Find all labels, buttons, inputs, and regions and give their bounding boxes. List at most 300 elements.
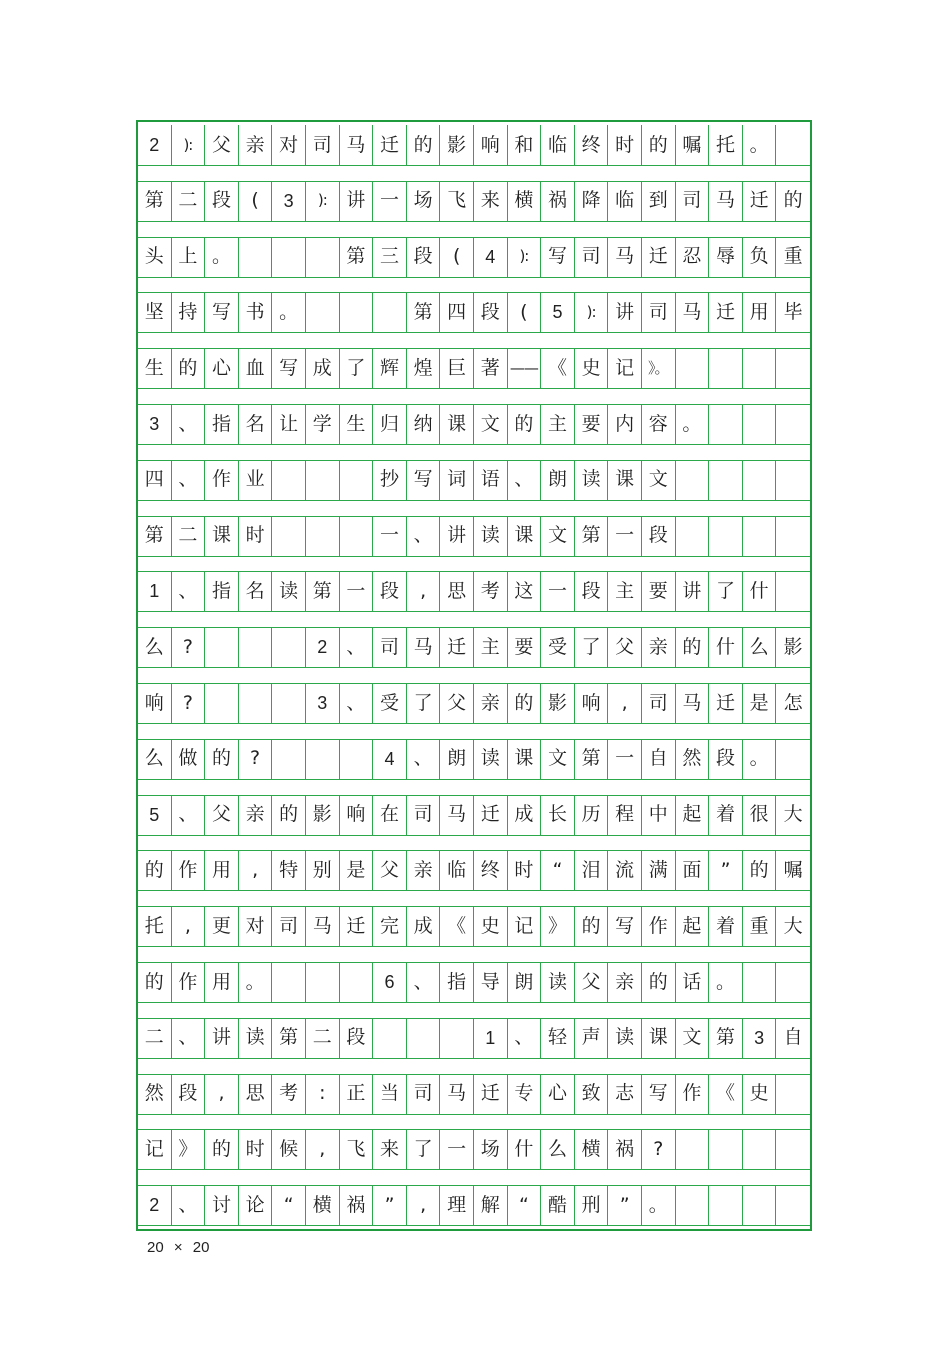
- grid-cell: 场: [474, 1129, 508, 1169]
- grid-cell: [709, 460, 743, 500]
- grid-cell: ”: [608, 1185, 642, 1225]
- grid-cell: 别: [306, 850, 340, 890]
- grid-cell: [407, 1018, 441, 1058]
- grid-cell: 忍: [676, 237, 710, 277]
- grid-cell: (: [239, 181, 273, 221]
- grid-cell: 课: [440, 404, 474, 444]
- grid-cell: ”: [373, 1185, 407, 1225]
- grid-cell: ?: [172, 627, 206, 667]
- grid-row-bottom-line: [138, 835, 810, 836]
- grid-cell: 5: [138, 795, 172, 835]
- grid-cell: 起: [676, 795, 710, 835]
- grid-cell: 要: [575, 404, 609, 444]
- grid-cell: 三: [373, 237, 407, 277]
- grid-cell: [340, 962, 374, 1002]
- grid-row: [138, 906, 810, 946]
- grid-cell: 二: [306, 1018, 340, 1058]
- grid-cell: 候: [272, 1129, 306, 1169]
- grid-cell: 论: [239, 1185, 273, 1225]
- grid-cell: 用: [205, 850, 239, 890]
- grid-cell: 《: [709, 1074, 743, 1114]
- grid-cell: 辱: [709, 237, 743, 277]
- grid-cell: 负: [743, 237, 777, 277]
- grid-cell: 四: [440, 292, 474, 332]
- grid-row-top-line: [138, 795, 810, 796]
- grid-cell: 课: [508, 739, 542, 779]
- grid-cell: 读: [541, 962, 575, 1002]
- grid-cell: 、: [340, 627, 374, 667]
- grid-cell: [776, 1074, 810, 1114]
- grid-cell: 作: [642, 906, 676, 946]
- grid-cell: 成: [306, 348, 340, 388]
- grid-cell: 怎: [783, 691, 803, 714]
- grid-cell: 来: [373, 1129, 407, 1169]
- grid-row-top-line: [138, 906, 810, 907]
- grid-cell: 坚: [138, 292, 172, 332]
- grid-cell: 、: [172, 571, 206, 611]
- grid-cell: 记: [508, 906, 542, 946]
- grid-cell: 课: [508, 516, 542, 556]
- grid-cell: 煌: [407, 348, 441, 388]
- grid-cell: 、: [508, 460, 542, 500]
- grid-row: [138, 181, 810, 221]
- grid-cell: 迁: [474, 795, 508, 835]
- grid-cell: ):: [508, 237, 542, 277]
- grid-cell: 当: [373, 1074, 407, 1114]
- grid-cell: 二: [172, 181, 206, 221]
- grid-cell: 在: [373, 795, 407, 835]
- grid-cell: 受: [373, 683, 407, 723]
- grid-row-bottom-line: [138, 500, 810, 501]
- grid-cell: 的: [575, 906, 609, 946]
- grid-cell: 更: [205, 906, 239, 946]
- grid-cell: 著: [474, 348, 508, 388]
- grid-cell: 影: [541, 683, 575, 723]
- grid-cell: 大: [783, 914, 803, 937]
- grid-cell: 特: [272, 850, 306, 890]
- grid-cell: 了: [575, 627, 609, 667]
- grid-cell: 的: [138, 962, 172, 1002]
- grid-cell: 第: [709, 1018, 743, 1058]
- grid-cell: 程: [608, 795, 642, 835]
- grid-cell: 一: [373, 181, 407, 221]
- grid-size-cols: 20: [192, 1239, 210, 1256]
- grid-cell: [743, 348, 777, 388]
- grid-row-bottom-line: [138, 165, 810, 166]
- grid-cell: ):: [172, 125, 206, 165]
- grid-cell: 6: [373, 962, 407, 1002]
- grid-cell: 的: [676, 627, 710, 667]
- grid-cell: [272, 627, 306, 667]
- grid-cell: 文: [541, 739, 575, 779]
- grid-cell: 、: [172, 404, 206, 444]
- grid-cell: 父: [205, 795, 239, 835]
- grid-cell: 。: [743, 739, 777, 779]
- grid-cell: [205, 627, 239, 667]
- grid-cell: 读: [239, 1018, 273, 1058]
- grid-cell: 、: [172, 1018, 206, 1058]
- grid-row-bottom-line: [138, 779, 810, 780]
- grid-cell: [776, 739, 810, 779]
- grid-cell: 考: [474, 571, 508, 611]
- grid-cell: 然: [676, 739, 710, 779]
- grid-cell: [709, 1129, 743, 1169]
- grid-cell: 、: [172, 1185, 206, 1225]
- grid-cell: 马: [440, 795, 474, 835]
- grid-cell: 迁: [743, 181, 777, 221]
- grid-cell: 。: [642, 1185, 676, 1225]
- grid-cell: 响: [340, 795, 374, 835]
- grid-cell: 语: [474, 460, 508, 500]
- grid-cell: 致: [575, 1074, 609, 1114]
- grid-row: [138, 1018, 810, 1058]
- grid-cell: 记: [138, 1129, 172, 1169]
- grid-cell: 、: [340, 683, 374, 723]
- grid-cell: 3: [743, 1018, 777, 1058]
- grid-row: [138, 850, 810, 890]
- grid-cell: 的: [783, 189, 803, 212]
- grid-cell: 迁: [373, 125, 407, 165]
- grid-cell: 么: [138, 739, 172, 779]
- grid-row-bottom-line: [138, 1169, 810, 1170]
- grid-row-top-line: [138, 1129, 810, 1130]
- grid-cell: 什: [709, 627, 743, 667]
- grid-row-bottom-line: [138, 723, 810, 724]
- grid-row-top-line: [138, 739, 810, 740]
- grid-cell: 毕: [783, 300, 803, 323]
- grid-row: [138, 404, 810, 444]
- grid-cell: 上: [172, 237, 206, 277]
- grid-cell: 课: [205, 516, 239, 556]
- grid-cell: [272, 516, 306, 556]
- grid-cell: 嘱: [676, 125, 710, 165]
- grid-cell: (: [508, 292, 542, 332]
- grid-cell: [239, 237, 273, 277]
- grid-cell: ,: [306, 1129, 340, 1169]
- grid-cell: 3: [306, 683, 340, 723]
- grid-cell: 么: [138, 627, 172, 667]
- grid-cell: 父: [205, 125, 239, 165]
- grid-cell: 课: [642, 1018, 676, 1058]
- grid-cell: [776, 404, 810, 444]
- grid-cell: 面: [676, 850, 710, 890]
- grid-cell: ——: [508, 348, 542, 388]
- grid-cell: 读: [474, 739, 508, 779]
- grid-cell: 对: [272, 125, 306, 165]
- grid-cell: ,: [407, 571, 441, 611]
- grid-cell: ,: [239, 850, 273, 890]
- grid-cell: 轻: [541, 1018, 575, 1058]
- grid-cell: [306, 739, 340, 779]
- grid-cell: 、: [172, 795, 206, 835]
- grid-cell: 司: [306, 125, 340, 165]
- grid-row-bottom-line: [138, 556, 810, 557]
- grid-row-bottom-line: [138, 667, 810, 668]
- grid-cell: [272, 683, 306, 723]
- grid-cell: 朗: [440, 739, 474, 779]
- grid-cell: [776, 1129, 810, 1169]
- grid-cell: 思: [440, 571, 474, 611]
- grid-cell: 解: [474, 1185, 508, 1225]
- grid-cell: 段: [474, 292, 508, 332]
- grid-cell: [340, 516, 374, 556]
- grid-cell: 时: [508, 850, 542, 890]
- grid-cell: 第: [272, 1018, 306, 1058]
- grid-cell: “: [272, 1185, 306, 1225]
- grid-cell: 4: [474, 237, 508, 277]
- grid-row-top-line: [138, 1074, 810, 1075]
- grid-cell: 段: [709, 739, 743, 779]
- grid-row-bottom-line: [138, 1058, 810, 1059]
- grid-cell: 史: [474, 906, 508, 946]
- grid-cell: 1: [474, 1018, 508, 1058]
- grid-cell: 大: [783, 803, 803, 826]
- grid-cell: 指: [205, 571, 239, 611]
- grid-cell: 内: [608, 404, 642, 444]
- grid-row-top-line: [138, 348, 810, 349]
- grid-cell: 2: [138, 125, 172, 165]
- grid-cell: 朗: [541, 460, 575, 500]
- grid-row: [138, 795, 810, 835]
- grid-size-label: [147, 1239, 209, 1256]
- grid-cell: 第: [575, 739, 609, 779]
- grid-cell: [440, 1018, 474, 1058]
- grid-cell: 写: [272, 348, 306, 388]
- grid-cell: 四: [138, 460, 172, 500]
- grid-cell: 托: [138, 906, 172, 946]
- grid-cell: 的: [508, 404, 542, 444]
- grid-cell: 降: [575, 181, 609, 221]
- grid-cell: 让: [272, 404, 306, 444]
- grid-cell: 讲: [340, 181, 374, 221]
- grid-cell: 。: [743, 125, 777, 165]
- grid-cell: [743, 404, 777, 444]
- grid-cell: 《: [440, 906, 474, 946]
- grid-row-bottom-line: [138, 946, 810, 947]
- grid-row-bottom-line: [138, 221, 810, 222]
- grid-cell: ,: [172, 906, 206, 946]
- grid-cell: 迁: [642, 237, 676, 277]
- grid-cell: “: [541, 850, 575, 890]
- grid-cell: 文: [642, 460, 676, 500]
- grid-cell: 讲: [205, 1018, 239, 1058]
- grid-row: [138, 125, 810, 165]
- grid-cell: 司: [676, 181, 710, 221]
- grid-cell: 文: [474, 404, 508, 444]
- grid-row-top-line: [138, 237, 810, 238]
- grid-cell: [776, 1185, 810, 1225]
- grid-cell: 的: [508, 683, 542, 723]
- grid-cell: 5: [541, 292, 575, 332]
- grid-row-bottom-line: [138, 611, 810, 612]
- grid-cell: [776, 460, 810, 500]
- grid-cell: 读: [474, 516, 508, 556]
- grid-cell: 这: [508, 571, 542, 611]
- grid-cell: [776, 962, 810, 1002]
- grid-cell: 第: [138, 181, 172, 221]
- grid-cell: 段: [575, 571, 609, 611]
- grid-cell: 嘱: [783, 858, 803, 881]
- grid-cell: 对: [239, 906, 273, 946]
- grid-cell: ?: [172, 683, 206, 723]
- grid-cell: [373, 1018, 407, 1058]
- grid-cell: 作: [205, 460, 239, 500]
- grid-cell: 来: [474, 181, 508, 221]
- grid-cell: 写: [541, 237, 575, 277]
- grid-row: [138, 460, 810, 500]
- grid-cell: [239, 627, 273, 667]
- grid-cell: [272, 962, 306, 1002]
- grid-cell: 。: [205, 237, 239, 277]
- grid-cell: 第: [407, 292, 441, 332]
- grid-cell: 二: [138, 1018, 172, 1058]
- grid-cell: 迁: [474, 1074, 508, 1114]
- grid-cell: 和: [508, 125, 542, 165]
- grid-cell: 完: [373, 906, 407, 946]
- grid-row-top-line: [138, 181, 810, 182]
- grid-cell: 托: [709, 125, 743, 165]
- grid-cell: [340, 739, 374, 779]
- grid-cell: 然: [138, 1074, 172, 1114]
- grid-cell: [709, 348, 743, 388]
- grid-cell: 》: [541, 906, 575, 946]
- grid-cell: 着: [709, 906, 743, 946]
- grid-row: [138, 962, 810, 1002]
- grid-row-top-line: [138, 850, 810, 851]
- grid-cell: 正: [340, 1074, 374, 1114]
- grid-row: [138, 683, 810, 723]
- grid-cell: 长: [541, 795, 575, 835]
- grid-cell: 、: [172, 460, 206, 500]
- grid-row: [138, 739, 810, 779]
- grid-cell: 做: [172, 739, 206, 779]
- grid-cell: 写: [608, 906, 642, 946]
- grid-cell: [676, 1185, 710, 1225]
- grid-cell: 司: [407, 1074, 441, 1114]
- grid-cell: [676, 1129, 710, 1169]
- grid-cell: 史: [743, 1074, 777, 1114]
- grid-cell: 了: [709, 571, 743, 611]
- grid-cell: 司: [407, 795, 441, 835]
- grid-row-bottom-line: [138, 444, 810, 445]
- grid-cell: 讲: [440, 516, 474, 556]
- grid-cell: 血: [239, 348, 273, 388]
- grid-cell: [676, 460, 710, 500]
- grid-cell: 一: [541, 571, 575, 611]
- grid-cell: 么: [743, 627, 777, 667]
- grid-cell: 的: [172, 348, 206, 388]
- grid-size-rows: 20: [147, 1239, 164, 1256]
- grid-cell: 司: [373, 627, 407, 667]
- grid-cell: 思: [239, 1074, 273, 1114]
- grid-cell: 3: [272, 181, 306, 221]
- grid-cell: 。: [272, 292, 306, 332]
- grid-cell: 抄: [373, 460, 407, 500]
- grid-cell: 亲: [642, 627, 676, 667]
- grid-cell: 祸: [608, 1129, 642, 1169]
- grid-cell: 亲: [474, 683, 508, 723]
- grid-cell: 什: [508, 1129, 542, 1169]
- grid-cell: 迁: [440, 627, 474, 667]
- grid-cell: [743, 962, 777, 1002]
- grid-cell: [340, 460, 374, 500]
- grid-cell: 起: [676, 906, 710, 946]
- grid-row-top-line: [138, 962, 810, 963]
- grid-cell: 、: [407, 516, 441, 556]
- grid-cell: 了: [407, 683, 441, 723]
- grid-cell: 很: [743, 795, 777, 835]
- grid-cell: 主: [608, 571, 642, 611]
- grid-cell: 用: [205, 962, 239, 1002]
- grid-cell: 段: [205, 181, 239, 221]
- grid-cell: 名: [239, 404, 273, 444]
- grid-cell: 父: [373, 850, 407, 890]
- grid-cell: 、: [407, 739, 441, 779]
- grid-cell: ):: [306, 181, 340, 221]
- grid-cell: 一: [440, 1129, 474, 1169]
- grid-cell: 》: [172, 1129, 206, 1169]
- grid-cell: 自: [642, 739, 676, 779]
- grid-cell: (: [440, 237, 474, 277]
- grid-row-top-line: [138, 516, 810, 517]
- grid-cell: 读: [608, 1018, 642, 1058]
- grid-cell: 终: [474, 850, 508, 890]
- grid-cell: 祸: [541, 181, 575, 221]
- grid-cell: 临: [541, 125, 575, 165]
- grid-cell: [676, 516, 710, 556]
- grid-cell: 影: [306, 795, 340, 835]
- grid-cell: :: [306, 1074, 340, 1114]
- grid-row: [138, 627, 810, 667]
- grid-cell: 的: [642, 962, 676, 1002]
- grid-cell: 心: [205, 348, 239, 388]
- grid-cell: 》。: [642, 348, 676, 388]
- grid-cell: 一: [608, 516, 642, 556]
- grid-row-top-line: [138, 1018, 810, 1019]
- grid-cell: 亲: [407, 850, 441, 890]
- grid-cell: 二: [172, 516, 206, 556]
- grid-cell: [306, 237, 340, 277]
- grid-cell: 2: [306, 627, 340, 667]
- grid-cell: [709, 1185, 743, 1225]
- grid-cell: 马: [407, 627, 441, 667]
- grid-cell: 一: [373, 516, 407, 556]
- grid-cell: 刑: [575, 1185, 609, 1225]
- grid-cell: 。: [709, 962, 743, 1002]
- grid-cell: [709, 516, 743, 556]
- grid-cell: 志: [608, 1074, 642, 1114]
- grid-cell: 名: [239, 571, 273, 611]
- grid-row: [138, 1129, 810, 1169]
- grid-cell: 课: [608, 460, 642, 500]
- grid-cell: [676, 348, 710, 388]
- grid-cell: 史: [575, 348, 609, 388]
- grid-cell: ,: [407, 1185, 441, 1225]
- grid-cell: 第: [575, 516, 609, 556]
- grid-cell: 第: [306, 571, 340, 611]
- grid-cell: 影: [783, 635, 803, 658]
- grid-cell: 时: [608, 125, 642, 165]
- grid-row: [138, 571, 810, 611]
- grid-cell: 历: [575, 795, 609, 835]
- grid-cell: 父: [575, 962, 609, 1002]
- grid-cell: 是: [743, 683, 777, 723]
- grid-cell: 的: [743, 850, 777, 890]
- grid-cell: 了: [340, 348, 374, 388]
- grid-cell: 重: [783, 245, 803, 268]
- grid-cell: 段: [373, 571, 407, 611]
- grid-cell: 中: [642, 795, 676, 835]
